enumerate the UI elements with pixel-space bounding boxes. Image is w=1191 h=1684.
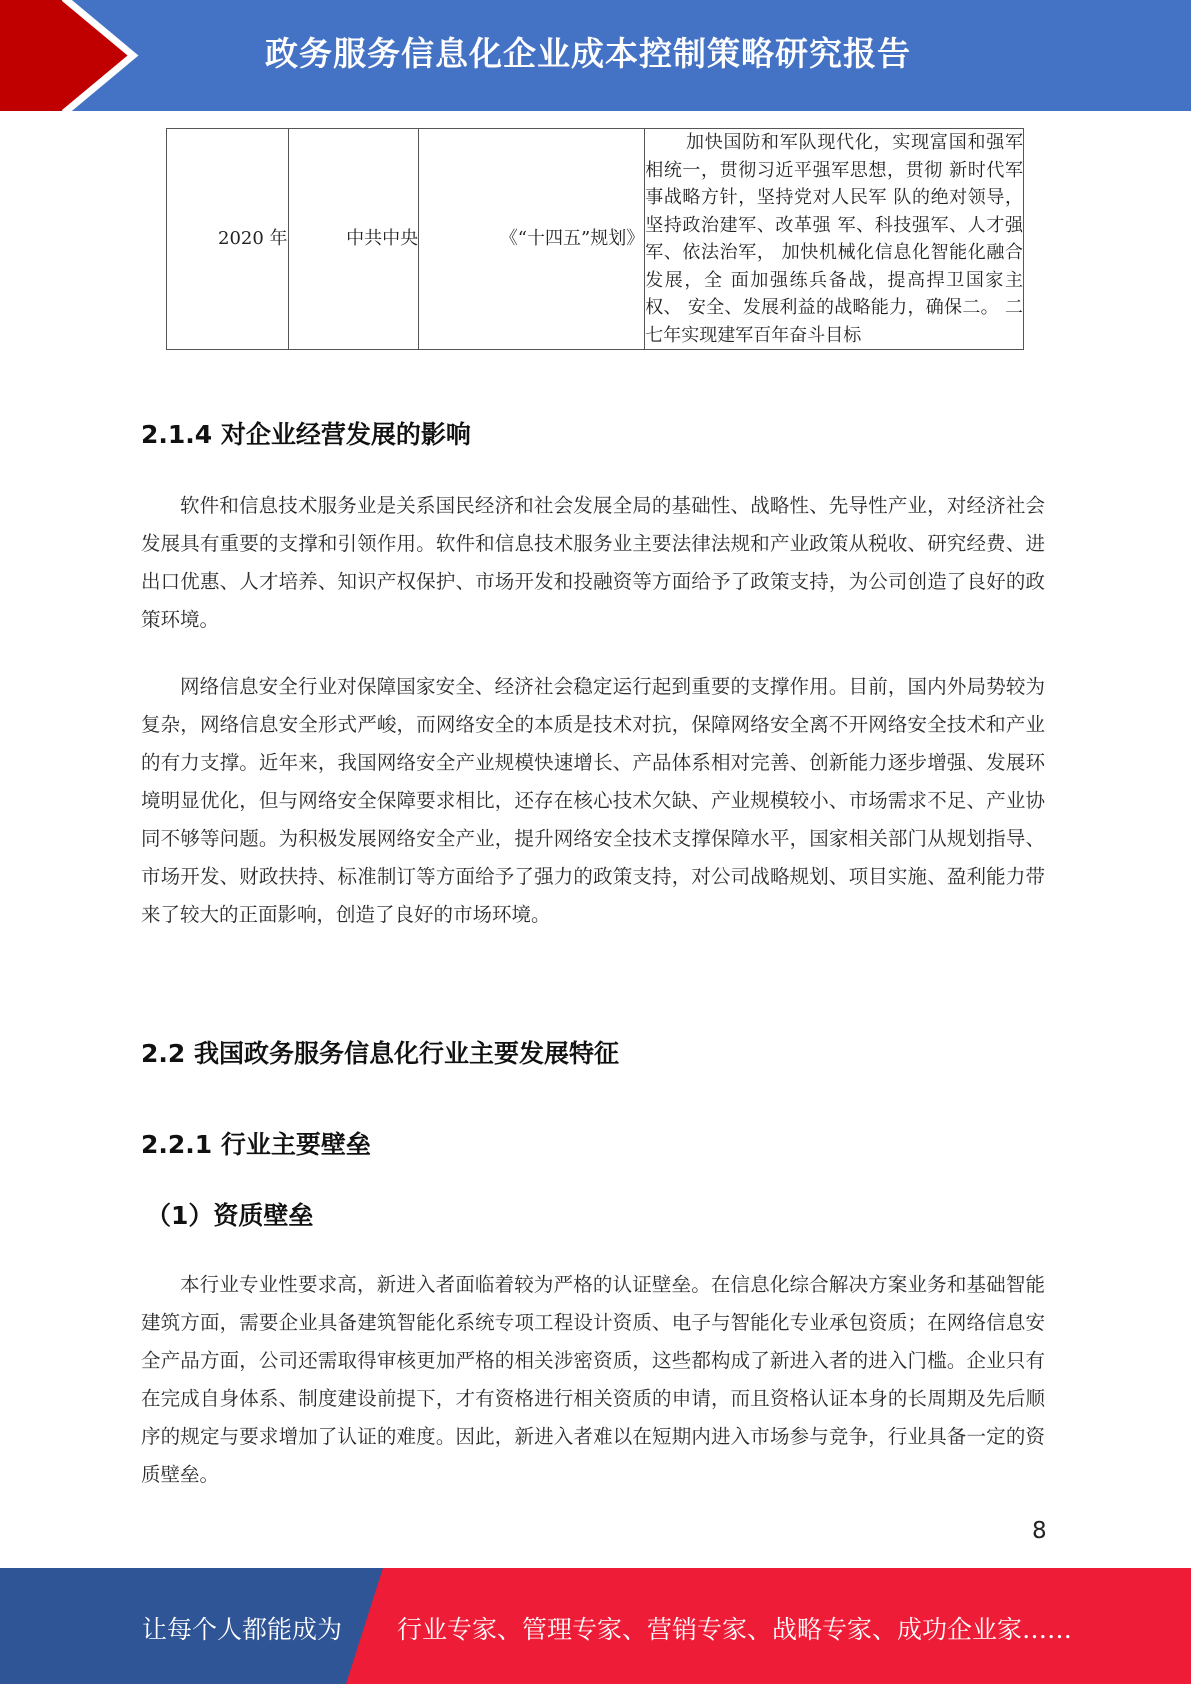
page-header — [0, 0, 1191, 111]
policy-table — [166, 128, 1024, 350]
paragraph: 本行业专业性要求高，新进入者面临着较为严格的认证壁垒。在信息化综合解决方案业务和基础智能建筑方面，需要企业具备建筑智能化系统专项工程设计资质、电子与智能化专业承包资质；在网络信息安全产品方面，公司还需取得审核更加严格的相关涉密资质，这些都构成了新进入者的进入门槛。企业只有在完成自身体系、制度建设前提下，才有资格进行相关资质的申请，而且资格认证本身的长周期及先后顺序的规定与要求增加了认证的难度。因此，新进入者难以在短期内进入市场参与竞争，行业具备一定的资质壁垒。 — [141, 1273, 1045, 1486]
subsection-heading-qualification: （1）资质壁垒 — [146, 1201, 314, 1230]
cell-org: 中共中央 — [288, 129, 419, 350]
paragraph: 网络信息安全行业对保障国家安全、经济社会稳定运行起到重要的支撑作用。目前，国内外局势较为复杂，网络信息安全形式严峻，而网络安全的本质是技术对抗，保障网络安全离不开网络安全技术和产业的有力支撑。近年来，我国网络安全产业规模快速增长、产品体系相对完善、创新能力逐步增强、发展环境明显优化，但与网络安全保障要求相比，还存在核心技术欠缺、产业规模较小、市场需求不足、产业协同不够等问题。为积极发展网络安全产业，提升网络安全技术支撑保障水平，国家相关部门从规划指导、市场开发、财政扶持、标准制订等方面给予了强力的政策支持，对公司战略规划、项目实施、盈利能力带来了较大的正面影响，创造了良好的市场环境。 — [141, 675, 1045, 926]
section-heading-2-2: 2.2 我国政务服务信息化行业主要发展特征 — [141, 1039, 619, 1068]
footer-slogan-right: 行业专家、管理专家、营销专家、战略专家、成功企业家…… — [397, 1615, 1073, 1644]
section-heading-2-2-1: 2.2.1 行业主要壁垒 — [141, 1130, 371, 1159]
table-row — [167, 129, 1024, 350]
header-arrow-icon — [0, 0, 160, 111]
cell-document: 《“十四五”规划》 — [419, 129, 645, 350]
cell-year: 2020 年 — [167, 129, 289, 350]
paragraph: 软件和信息技术服务业是关系国民经济和社会发展全局的基础性、战略性、先导性产业，对经济社会发展具有重要的支撑和引领作用。软件和信息技术服务业主要法律法规和产业政策从税收、研究经费、进出口优惠、人才培养、知识产权保护、市场开发和投融资等方面给予了政策支持，为公司创造了良好的政策环境。 — [141, 494, 1045, 631]
footer-slogan-left: 让每个人都能成为 — [142, 1615, 343, 1644]
section-heading-2-1-4: 2.1.4 对企业经营发展的影响 — [141, 420, 471, 449]
cell-content — [645, 129, 1024, 350]
page-footer — [0, 1568, 1191, 1684]
cell-content-text: 加快国防和军队现代化，实现富国和强军相统一，贯彻习近平强军思想，贯彻 新时代军事战略方针，坚持党对人民军 队的绝对领导，坚持政治建军、改革强 军、科技强军、人才强军、依法治军， 加快机械化信息化智能化融合发展，全 面加强练兵备战，提高捍卫国家主权、 安全、发展利益的战略能力，确保二。 二七年实现建军百年奋斗目标 — [645, 132, 1023, 346]
report-title: 政务服务信息化企业成本控制策略研究报告 — [265, 34, 911, 73]
page-number: 8 — [1032, 1518, 1047, 1544]
